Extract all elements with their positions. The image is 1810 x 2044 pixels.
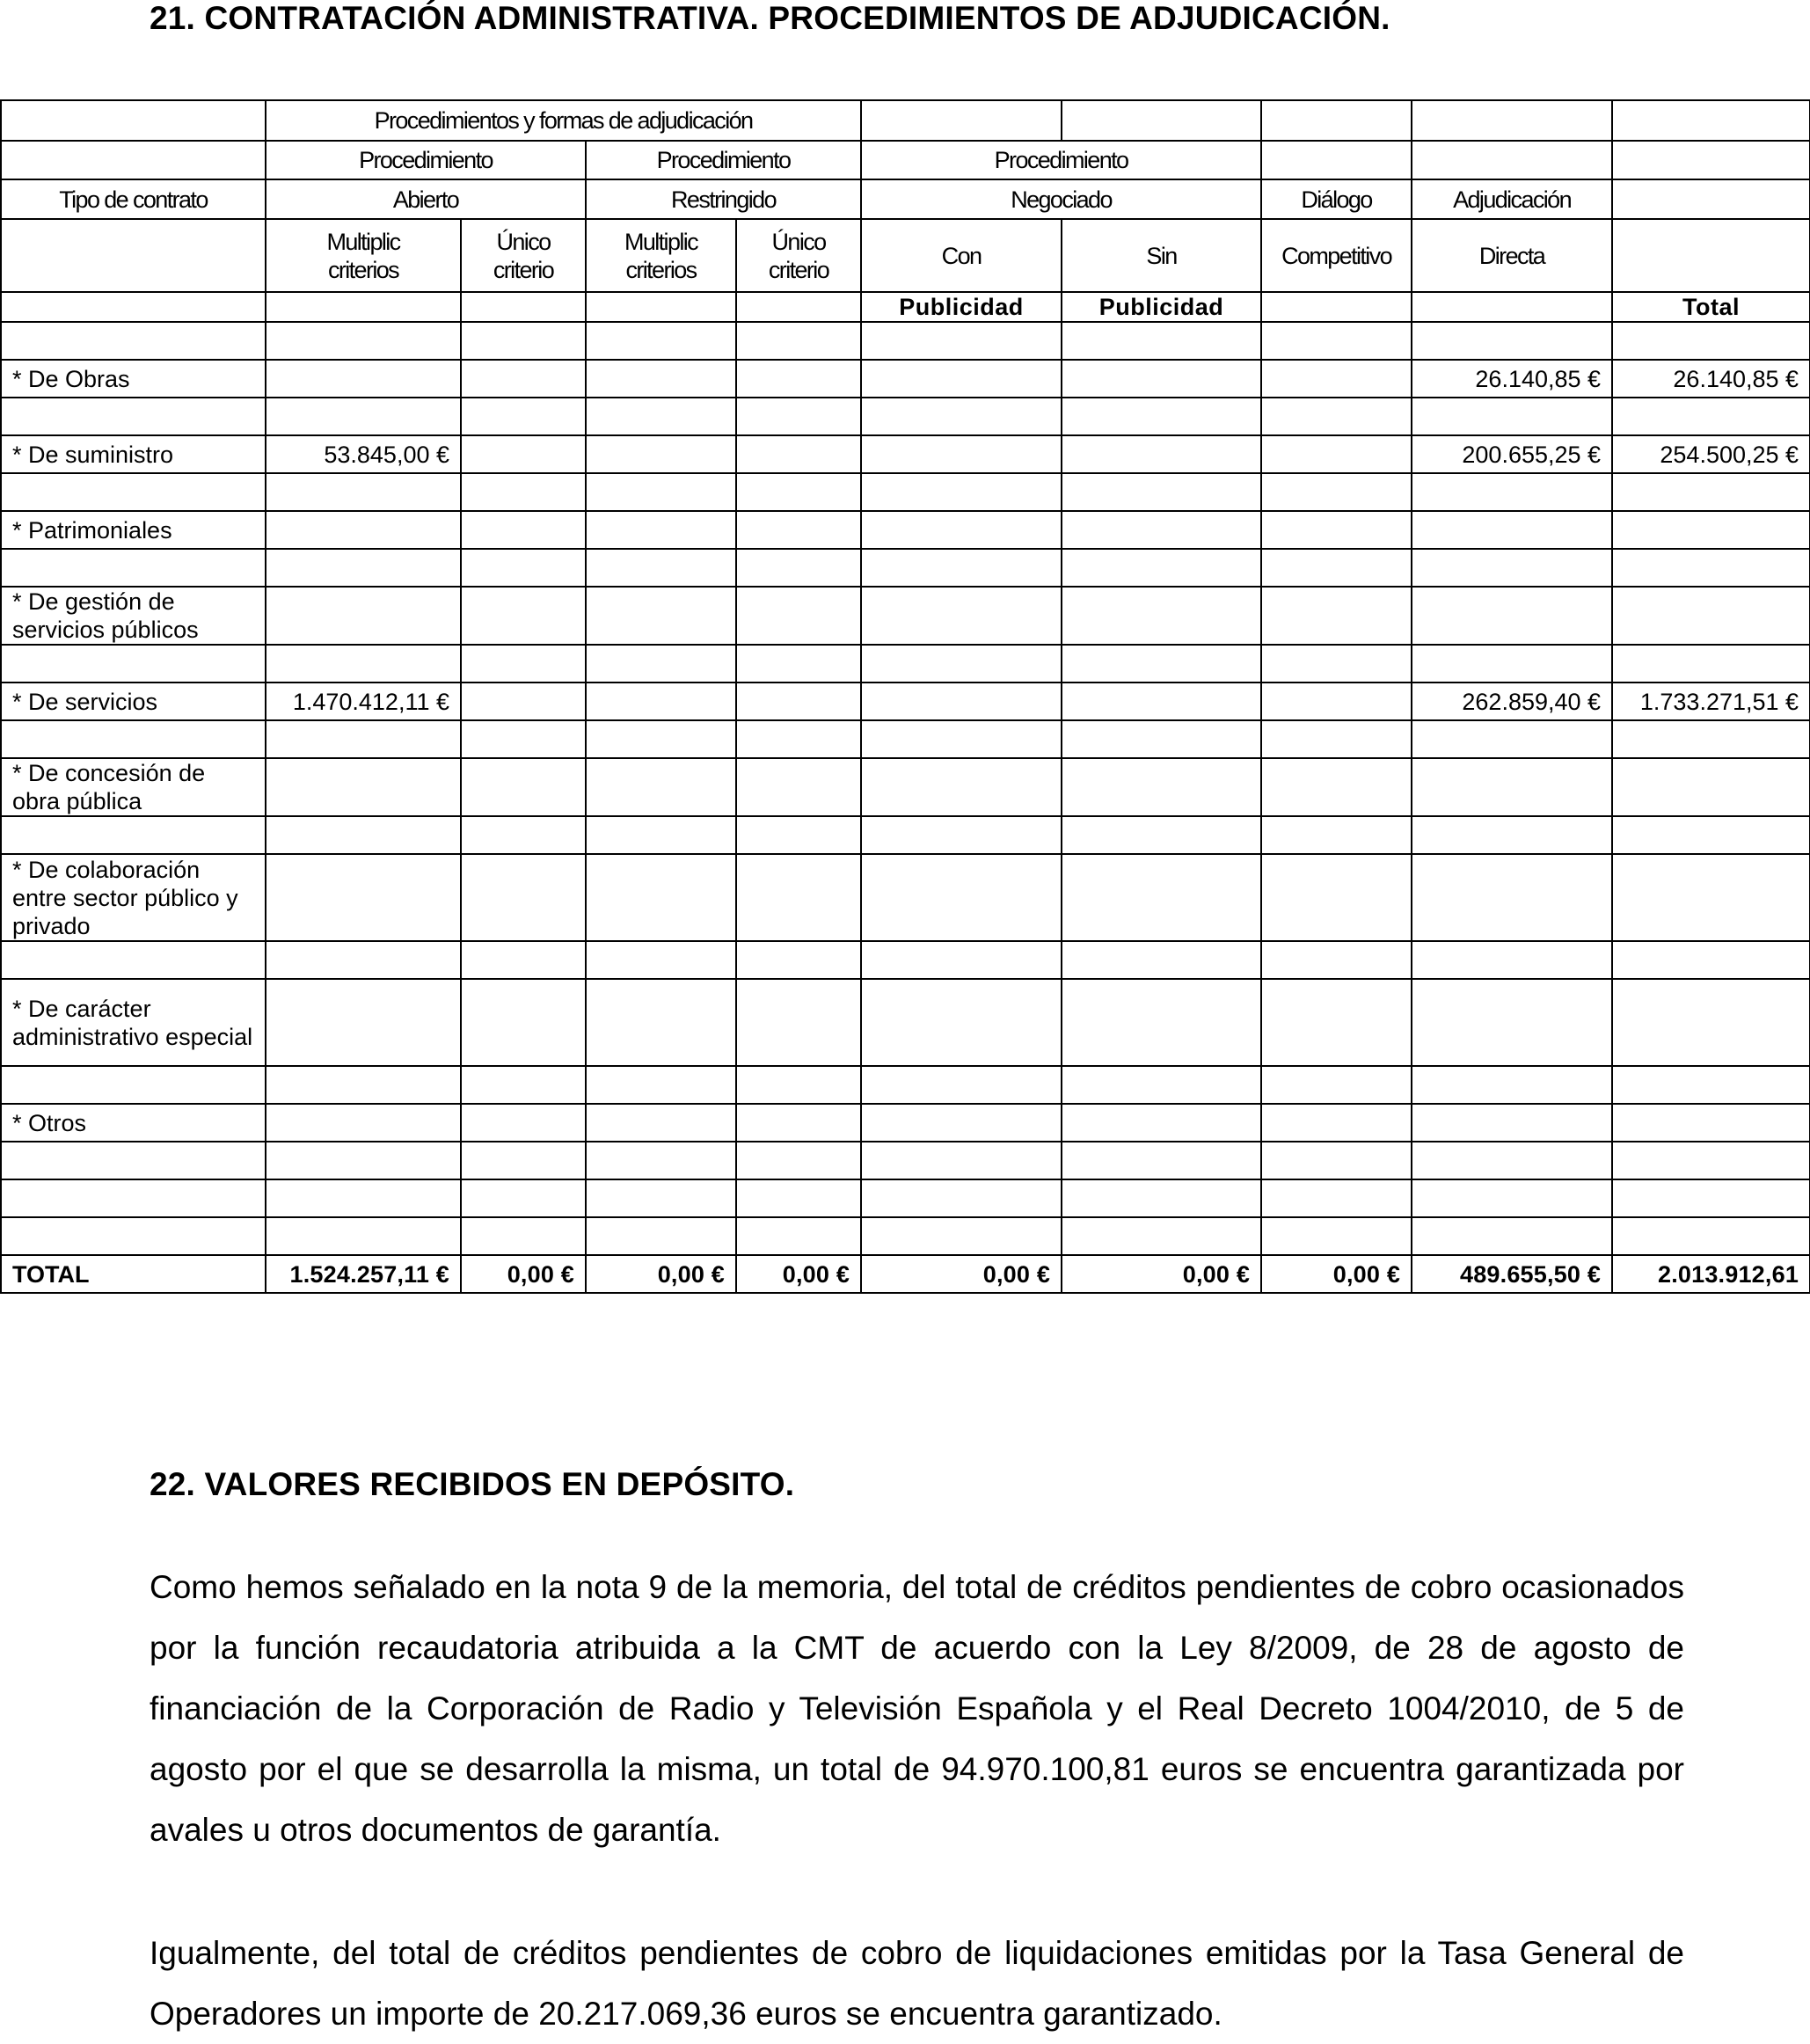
header-row-group — [1, 100, 1810, 141]
header-tipo-contrato: Tipo de contrato — [1, 179, 266, 219]
section-22-title: 22. VALORES RECIBIDOS EN DEPÓSITO. — [150, 1466, 795, 1502]
table-row: * De Obras 26.140,85 € 26.140,85 € — [1, 360, 1810, 398]
header-row-types — [1, 179, 1810, 219]
spacer-row — [1, 322, 1810, 360]
header-procedimiento-negociado: Procedimiento — [861, 141, 1261, 179]
row-label: * De concesión de obra pública — [1, 758, 266, 816]
total-dialogo: 0,00 € — [1261, 1255, 1412, 1293]
row-label: * De Obras — [1, 360, 266, 398]
row-label: * De gestión de servicios públicos — [1, 587, 266, 645]
total-row — [1, 1255, 1810, 1293]
contract-adjudication-table — [0, 99, 1810, 1294]
spacer-row — [1, 1217, 1810, 1255]
header-adjudicacion: Adjudicación — [1412, 179, 1612, 219]
spacer-row — [1, 816, 1810, 854]
row-label: * De suministro — [1, 435, 266, 473]
table-row — [1, 1104, 1810, 1142]
header-sin: Sin — [1062, 219, 1261, 292]
row-label: * Otros — [1, 1104, 266, 1142]
total-negociado-con: 0,00 € — [861, 1255, 1062, 1293]
total-restringido-multi: 0,00 € — [586, 1255, 736, 1293]
total-directa: 489.655,50 € — [1412, 1255, 1612, 1293]
table-row — [1, 758, 1810, 816]
table-row: * De servicios 1.470.412,11 € 262.859,40 € 1.733.271,51 € — [1, 683, 1810, 720]
spacer-row — [1, 645, 1810, 683]
header-dialogo: Diálogo — [1261, 179, 1412, 219]
spacer-row — [1, 1179, 1810, 1217]
header-directa: Directa — [1412, 219, 1612, 292]
total-label: TOTAL — [1, 1255, 266, 1293]
header-restringido-unico: Único criterio — [736, 219, 861, 292]
header-abierto-multiplic: Multiplic criterios — [266, 219, 461, 292]
spacer-row — [1, 941, 1810, 979]
header-con-publicidad: Publicidad — [861, 292, 1062, 322]
table-row: * De suministro 53.845,00 € 200.655,25 € 254.500,25 € — [1, 435, 1810, 473]
total-abierto-unico: 0,00 € — [461, 1255, 586, 1293]
header-total: Total — [1612, 292, 1810, 322]
spacer-row — [1, 720, 1810, 758]
spacer-row — [1, 398, 1810, 435]
section-21-title: 21. CONTRATACIÓN ADMINISTRATIVA. PROCEDIMIENTOS DE ADJUDICACIÓN. — [150, 0, 1390, 36]
spacer-row — [1, 549, 1810, 587]
table-row — [1, 979, 1810, 1066]
row-label: * De servicios — [1, 683, 266, 720]
spacer-row — [1, 1142, 1810, 1179]
table-row — [1, 587, 1810, 645]
row-label: * De colaboración entre sector público y privado — [1, 854, 266, 941]
section-22-paragraph-2: Igualmente, del total de créditos pendientes de cobro de liquidaciones emitidas por la Tasa General de Operadores un importe de 20.217.069,36 euros se encuentra garantizado. — [150, 1935, 1684, 2032]
spacer-row — [1, 1066, 1810, 1104]
total-abierto-multi: 1.524.257,11 € — [266, 1255, 461, 1293]
header-procedimiento-restringido: Procedimiento — [586, 141, 861, 179]
total-grand: 2.013.912,61 — [1612, 1255, 1810, 1293]
table-row — [1, 854, 1810, 941]
header-row-procedimiento — [1, 141, 1810, 179]
table-row — [1, 511, 1810, 549]
header-restringido-multiplic: Multiplic criterios — [586, 219, 736, 292]
header-con: Con — [861, 219, 1062, 292]
header-restringido: Restringido — [586, 179, 861, 219]
total-restringido-unico: 0,00 € — [736, 1255, 861, 1293]
header-abierto: Abierto — [266, 179, 586, 219]
section-22-paragraph-1: Como hemos señalado en la nota 9 de la memoria, del total de créditos pendientes de cobro ocasionados por la función recaudatoria atribuida a la CMT de acuerdo con la Ley 8/2009, de 28 de agosto de financiación de la Corporación de Radio y Televisión Española y el Real Decreto 1004/2010, de 5 de agosto por el que se desarrolla la misma, un total de 94.970.100,81 euros se encuentra garantizada por avales u otros documentos de garantía. — [150, 1569, 1684, 1848]
header-procedimiento-abierto: Procedimiento — [266, 141, 586, 179]
total-negociado-sin: 0,00 € — [1062, 1255, 1261, 1293]
header-competitivo: Competitivo — [1261, 219, 1412, 292]
spacer-row — [1, 473, 1810, 511]
header-abierto-unico: Único criterio — [461, 219, 586, 292]
header-row-publicidad — [1, 292, 1810, 322]
row-label: * Patrimoniales — [1, 511, 266, 549]
row-label: * De carácter administrativo especial — [1, 979, 266, 1066]
header-procedures-group: Procedimientos y formas de adjudicación — [266, 100, 861, 141]
header-sin-publicidad: Publicidad — [1062, 292, 1261, 322]
header-negociado: Negociado — [861, 179, 1261, 219]
header-row-criteria — [1, 219, 1810, 292]
